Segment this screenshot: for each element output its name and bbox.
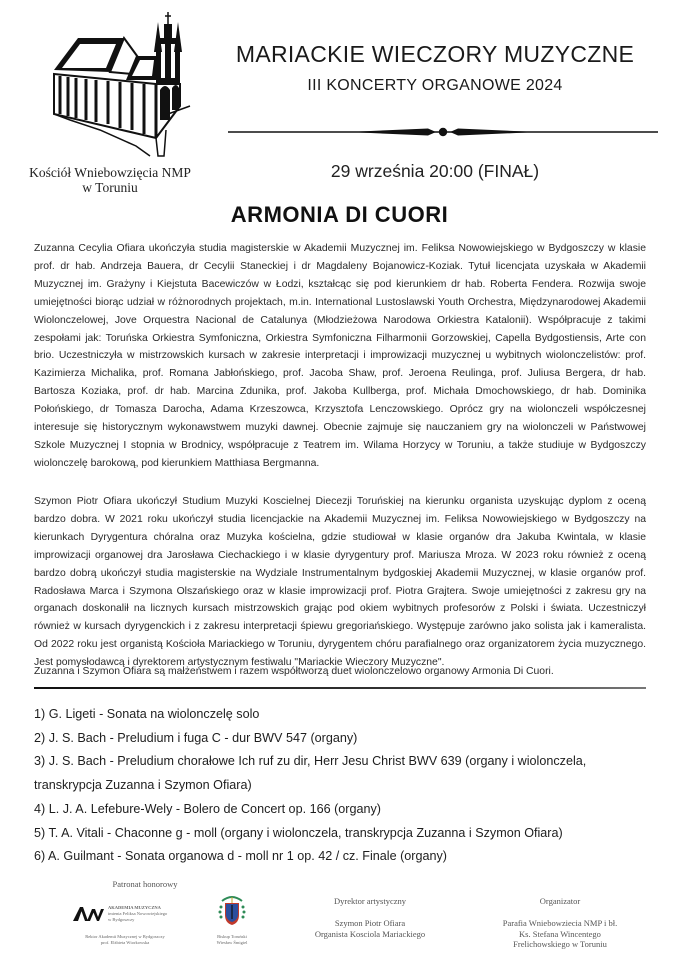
program-item: 2) J. S. Bach - Preludium i fuga C - dur BWV 547 (organy) xyxy=(34,730,358,745)
bishop-crest-icon xyxy=(218,895,246,931)
director-block xyxy=(300,918,440,939)
academy-sub2: w Bydgoszczy xyxy=(108,917,135,922)
section-divider xyxy=(34,687,646,689)
director-role: Organista Kosciola Mariackiego xyxy=(314,928,426,939)
patronage-label: Patronat honorowy xyxy=(112,879,178,889)
program-item: 6) A. Guilmant - Sonata organowa d - moll nr 1 op. 42 / cz. Finale (organy) xyxy=(34,849,447,864)
venue-caption-line2: w Toruniu xyxy=(82,180,138,195)
organizer-label: Organizator xyxy=(539,896,581,906)
organizer-block xyxy=(480,918,640,950)
ornament-divider-icon xyxy=(228,125,658,139)
program-item: 1) G. Ligeti - Sonata na wiolonczelę solo xyxy=(34,707,260,721)
program-item: 4) L. J. A. Lefebure-Wely - Bolero de Concert op. 166 (organy) xyxy=(34,801,381,816)
venue-caption-line1: Kościół Wniebowzięcia NMP xyxy=(29,165,191,180)
festival-title: MARIACKIE WIECZORY MUZYCZNE xyxy=(235,41,635,67)
bishop-caption-block xyxy=(202,934,262,946)
academy-caption1: Rektor Akademii Muzycznej w Bydgoszczy xyxy=(85,934,165,939)
header xyxy=(215,40,655,96)
program-list xyxy=(34,703,654,869)
program-item: 3) J. S. Bach - Preludium chorałowe Ich ruf zu dir, Herr Jesu Christ BWV 639 (organy i wiolonczela, xyxy=(34,754,587,769)
bio-zuzanna: Zuzanna Cecylia Ofiara ukończyła studia magisterskie w Akademii Muzycznej im. Feliksa Nowowiejskiego w Bydgoszczy w klasie prof. dr hab. Andrzeja Bauera, dr Cecylii Staneckiej i dr Magdaleny Bojanowicz-Koziak. Tytuł licencjata uzyskała w Akademii Muzycznej im. Grażyny i Kiejstuta Bacewiczów w Łodzi, kształcąc się pod kierunkiem dr hab. Roberta Fendera. Rozwija swoje umiejętności biorąc udział w różnorodnych projektach, m.in. International Lustoslawski Youth Orchestra, Międzynarodowej Akademii Wiolonczelowej, Jove Orquestra Nacional de Catalunya (Młodzieżowa Narodowa Orkiestra Katalonii). Współpracuje z takimi zespołami jak: Toruńska Orkiestra Symfoniczna, Orkiestra Symfoniczna Filharmonii Gorzowskiej, Capella Bydgostiensis, Arte con brio. Uczestniczyła w mistrzowskich kursach w zakresie interpretacji i improwizacji muzycznej u wybitnych wiolonczelistów: prof. Kazimierza Michalika, prof. Romana Jabłońskiego, prof. Jacoba Shaw, prof. Jeroena Reulinga, prof. Juliusa Bergera, dr hab. Bartosza Koziaka, prof. dr hab. Marcina Zdunika, prof. Jakoba Kullberga, prof. Michała Dmochowskiego, dr hab. Dominika Połońskiego, dr Tomasza Darocha, Adama Krzeszowca, Krzysztofa Lenczowskiego. Oprócz gry na wiolonczeli współczesnej interesuje się historycznym wykonawstwem muzyki dawnej. Obecnie zajmuje się nauczaniem gry na wiolonczeli w Państwowej Szkole Muzycznej I stopnia w Brodnicy, współpracuje z Teatrem im. Wilama Horzycy w Toruniu, a także studiuje w Bydgoszczy wiolonczelę barokową, pod kierunkiem Matthiasa Bergmanna. xyxy=(34,243,646,469)
program-item-continuation: transkrypcja Zuzanna i Szymon Ofiara) xyxy=(34,778,252,793)
academy-name-block xyxy=(108,905,167,923)
festival-subtitle: III KONCERTY ORGANOWE 2024 xyxy=(307,77,563,94)
program-item: 5) T. A. Vitali - Chaconne g - moll (organy i wiolonczela, transkrypcja Zuzanna i Szymon Ofiara) xyxy=(34,825,563,840)
organizer-line2: Ks. Stefana Wincentego xyxy=(519,928,601,939)
ensemble-name: ARMONIA DI CUORI xyxy=(230,202,449,227)
organizer-line1: Parafia Wniebowziecia NMP i bł. xyxy=(502,918,618,928)
academy-caption-block xyxy=(65,934,185,946)
bio-closing: Zuzanna i Szymon Ofiara są małżeństwem i razem współtworzą duet wiolonczelowo organowy Armonia Di Cuori. xyxy=(34,666,554,677)
church-logo-icon xyxy=(40,10,210,160)
academy-logo-icon xyxy=(73,907,105,921)
academy-sub1: imienia Feliksa Nowowiejskiego xyxy=(108,911,168,916)
director-name: Szymon Piotr Ofiara xyxy=(334,918,406,928)
bio-szymon: Szymon Piotr Ofiara ukończył Studium Muzyki Koscielnej Diecezji Toruńskiej na kierunku organista uzyskując dyplom z oceną bardzo dobra. W 2021 roku ukończył studia licencjackie na Akademii Muzycznej im. Feliksa Nowowiejskiego w Bydgoszczy na kierunkach Dyrygentura chóralna oraz Muzyka kościelna, gdzie studiował w klasie organów dra Jakuba Kwintala, w klasie improwizacji organowej dra Jarosława Ciechackiego i w klasie dyrygentury prof. Mariusza Mroza. W 2023 roku również z oceną bardzo dobrą ukończył studia magisterskie na Wydziale Instrumentalnym bydgoskiej Akademii Muzycznej, w klasie organów prof. Radosława Marca i Szymona Olszańskiego oraz w klasie improwizacji prof. Piotra Grajtera. Swoje umiejętności z zakresu gry na organach doskonalił na licznych kursach mistrzowskich grając pod okiem wybitnych profesorów z Polski i świata. Uczestniczył również w kursach dyrygenckich i z zakresu interpretacji śpiewu gregoriańskiego. Występuje zarówno jako solista jak i kameralista. Od 2022 roku jest organistą Kościoła Mariackiego w Toruniu, dyrygentem chóru parafialnego oraz organizatorem życia muzycznego. Jest pomysłodawcą i dyrektorem artystycznym festiwalu "Mariackie Wieczory Muzyczne". xyxy=(34,496,646,669)
bishop-caption2: Wiesław Śmigiel xyxy=(216,940,248,945)
bishop-caption1: Biskup Toruński xyxy=(217,934,247,939)
academy-name: AKADEMIA MUZYCZNA xyxy=(108,905,161,910)
academy-caption2: prof. Elżbieta Wtorkowska xyxy=(100,940,150,945)
venue-caption xyxy=(10,165,210,195)
concert-date: 29 września 20:00 (FINAŁ) xyxy=(330,161,540,181)
director-label: Dyrektor artystyczny xyxy=(334,896,406,906)
organizer-line3: Frelichowskiego w Toruniu xyxy=(513,939,607,949)
